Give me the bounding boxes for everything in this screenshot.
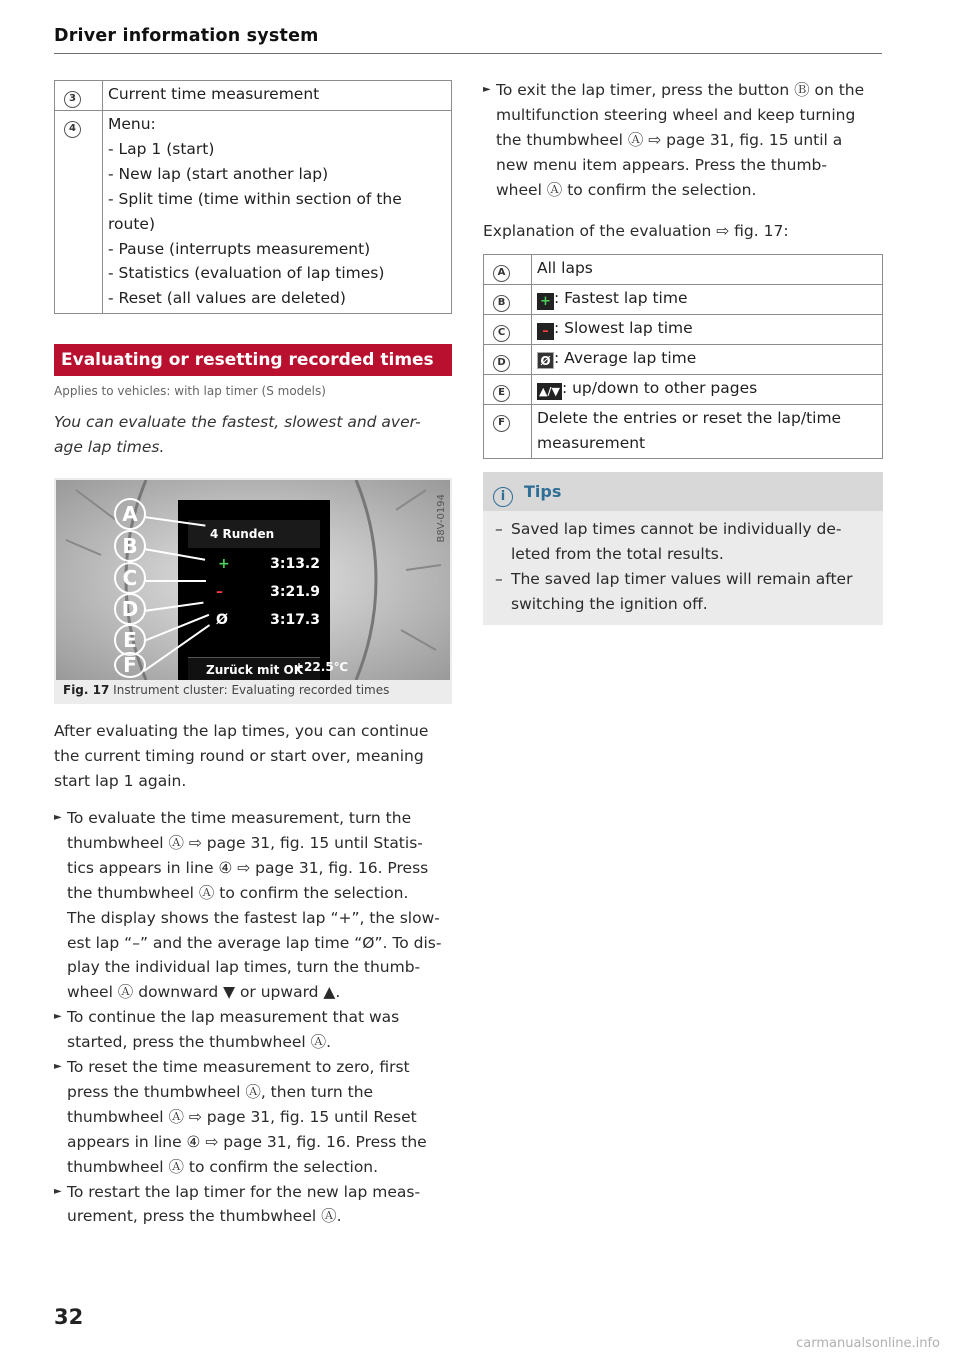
legend-text: Menu: [108, 115, 156, 133]
eval-text: : Slowest lap time [554, 319, 693, 338]
list-line: tics appears in line ④ ⇨ page 31, fig. 16. Press [67, 858, 429, 877]
applies-note: Applies to vehicles: with lap timer (S models) [54, 384, 326, 399]
eval-text: All laps [537, 259, 593, 278]
legend-text: - Lap 1 (start) [108, 139, 215, 158]
tip-line: switching the ignition off. [511, 594, 708, 613]
list-line: appears in line ④ ⇨ page 31, fig. 16. Press the [67, 1132, 427, 1151]
eval-text: : up/down to other pages [561, 379, 758, 398]
list-item [54, 1005, 452, 1055]
list-line: ► To restart the lap timer for the new lap meas- [67, 1182, 421, 1201]
caption-label: Fig. 17 [63, 683, 110, 698]
temperature-readout: +22.5℃ [294, 660, 349, 675]
list-line: est lap “–” and the average lap time “Ø”. To dis- [67, 933, 442, 952]
list-line: new menu item appears. Press the thumb- [496, 155, 827, 174]
marker-e: E [493, 385, 510, 402]
marker-3: 3 [64, 91, 81, 108]
marker-4: 4 [64, 121, 81, 138]
page-number: 32 [54, 1305, 84, 1329]
eval-text: measurement [537, 434, 646, 453]
list-line: thumbwheel Ⓐ to confirm the selection. [67, 1157, 379, 1176]
leader-line [144, 580, 206, 582]
cluster-display [178, 500, 330, 680]
list-line: wheel Ⓐ to confirm the selection. [496, 180, 757, 199]
legend-row [55, 111, 452, 314]
caption-text: Instrument cluster: Evaluating recorded times [113, 683, 390, 698]
average-symbol: Ø [216, 612, 228, 629]
list-line: the thumbwheel Ⓐ ⇨ page 31, fig. 15 until a [496, 130, 843, 149]
marker-d: D [493, 355, 510, 372]
evaluation-row [484, 405, 883, 459]
list-line: ► To evaluate the time measurement, turn the [67, 808, 412, 827]
legend-text: Current time measurement [108, 85, 320, 103]
tip-line: leted from the total results. [511, 545, 724, 564]
legend-text: - Pause (interrupts measurement) [108, 239, 371, 258]
evaluation-row [484, 285, 883, 315]
legend-text: - Reset (all values are deleted) [108, 289, 346, 308]
lead-line: You can evaluate the fastest, slowest and aver- [54, 413, 421, 432]
list-line: The display shows the fastest lap “+”, the slow- [67, 908, 440, 927]
intro-line: the current timing round or start over, meaning [54, 747, 424, 766]
legend-text: - Split time (time within section of the [108, 189, 402, 208]
figure-17 [54, 478, 452, 704]
callout-f: F [114, 652, 146, 678]
eval-text: : Fastest lap time [554, 289, 688, 308]
marker-b: B [493, 295, 510, 312]
tip-item [495, 517, 873, 567]
instruction-list [54, 806, 452, 1229]
evaluation-row [484, 255, 883, 285]
evaluation-row [484, 345, 883, 375]
display-title: 4 Runden [188, 520, 320, 548]
menu-legend-table [54, 80, 452, 314]
list-line: thumbwheel Ⓐ ⇨ page 31, fig. 15 until Reset [67, 1107, 417, 1126]
callout-c: C [114, 562, 146, 594]
plus-icon: + [537, 293, 554, 310]
list-item [483, 78, 883, 203]
marker-c: C [493, 325, 510, 342]
average-time: 3:17.3 [270, 612, 320, 629]
minus-icon: – [537, 323, 554, 340]
intro-line: start lap 1 again. [54, 772, 187, 791]
info-icon: i [493, 487, 513, 507]
evaluation-table [483, 254, 883, 459]
list-line: wheel Ⓐ downward ▼ or upward ▲. [67, 983, 341, 1002]
fastest-symbol: + [218, 556, 230, 573]
section-heading: Evaluating or resetting recorded times [54, 344, 452, 376]
exit-instruction [483, 78, 883, 203]
legend-text: - Statistics (evaluation of lap times) [108, 264, 385, 283]
page-header [54, 26, 882, 54]
evaluation-row [484, 375, 883, 405]
intro-paragraph [54, 719, 452, 794]
tips-heading: Tips [524, 482, 562, 502]
eval-text: Delete the entries or reset the lap/time [537, 409, 842, 428]
evaluation-row [484, 315, 883, 345]
callout-a: A [114, 498, 146, 530]
list-line: multifunction steering wheel and keep turning [496, 105, 856, 124]
marker-a: A [493, 265, 510, 282]
explanation-heading: Explanation of the evaluation ⇨ fig. 17: [483, 221, 789, 240]
legend-text: - New lap (start another lap) [108, 164, 329, 183]
marker-f: F [493, 415, 510, 432]
right-column [483, 78, 883, 625]
figure-code: B8V-0194 [436, 494, 447, 543]
list-line: the thumbwheel Ⓐ to confirm the selection. [67, 883, 409, 902]
average-icon: Ø [537, 352, 554, 369]
watermark: carmanualsonline.info [796, 1336, 940, 1351]
instrument-cluster-image [56, 480, 450, 680]
tip-item [495, 567, 873, 617]
lead-text [54, 410, 452, 460]
list-item [54, 806, 452, 1005]
lead-line: age lap times. [54, 438, 165, 457]
up-down-arrow-icon: ▲/▼ [539, 385, 560, 399]
intro-line: After evaluating the lap times, you can continue [54, 722, 429, 741]
list-line: thumbwheel Ⓐ ⇨ page 31, fig. 15 until Statis- [67, 833, 423, 852]
tips-body [483, 511, 883, 625]
slowest-time: 3:21.9 [270, 584, 320, 601]
legend-row [55, 81, 452, 111]
header-title: Driver information system [54, 26, 319, 46]
list-line: ► To continue the lap measurement that was [67, 1008, 400, 1027]
list-line: press the thumbwheel Ⓐ, then turn the [67, 1082, 374, 1101]
eval-text: : Average lap time [554, 349, 697, 368]
legend-text: route) [108, 214, 155, 233]
list-line: ► To exit the lap timer, press the button Ⓑ on the [496, 81, 865, 99]
tips-header [483, 472, 883, 511]
left-column [54, 80, 452, 1229]
list-line: started, press the thumbwheel Ⓐ. [67, 1033, 332, 1052]
list-item [54, 1055, 452, 1180]
list-line: urement, press the thumbwheel Ⓐ. [67, 1207, 342, 1226]
slowest-symbol: – [216, 584, 223, 601]
list-item [54, 1180, 452, 1230]
list-line: ► To reset the time measurement to zero, first [67, 1058, 410, 1077]
tip-line: – The saved lap timer values will remain after [511, 570, 853, 589]
callout-d: D [114, 593, 146, 625]
fastest-time: 3:13.2 [270, 556, 320, 573]
list-line: play the individual lap times, turn the thumb- [67, 958, 421, 977]
tips-box [483, 472, 883, 625]
back-with-ok-label: Zurück mit OK [188, 657, 320, 680]
figure-caption [63, 683, 389, 697]
callout-e: E [114, 624, 146, 656]
callout-b: B [114, 530, 146, 562]
tip-line: – Saved lap times cannot be individually de- [511, 520, 842, 539]
